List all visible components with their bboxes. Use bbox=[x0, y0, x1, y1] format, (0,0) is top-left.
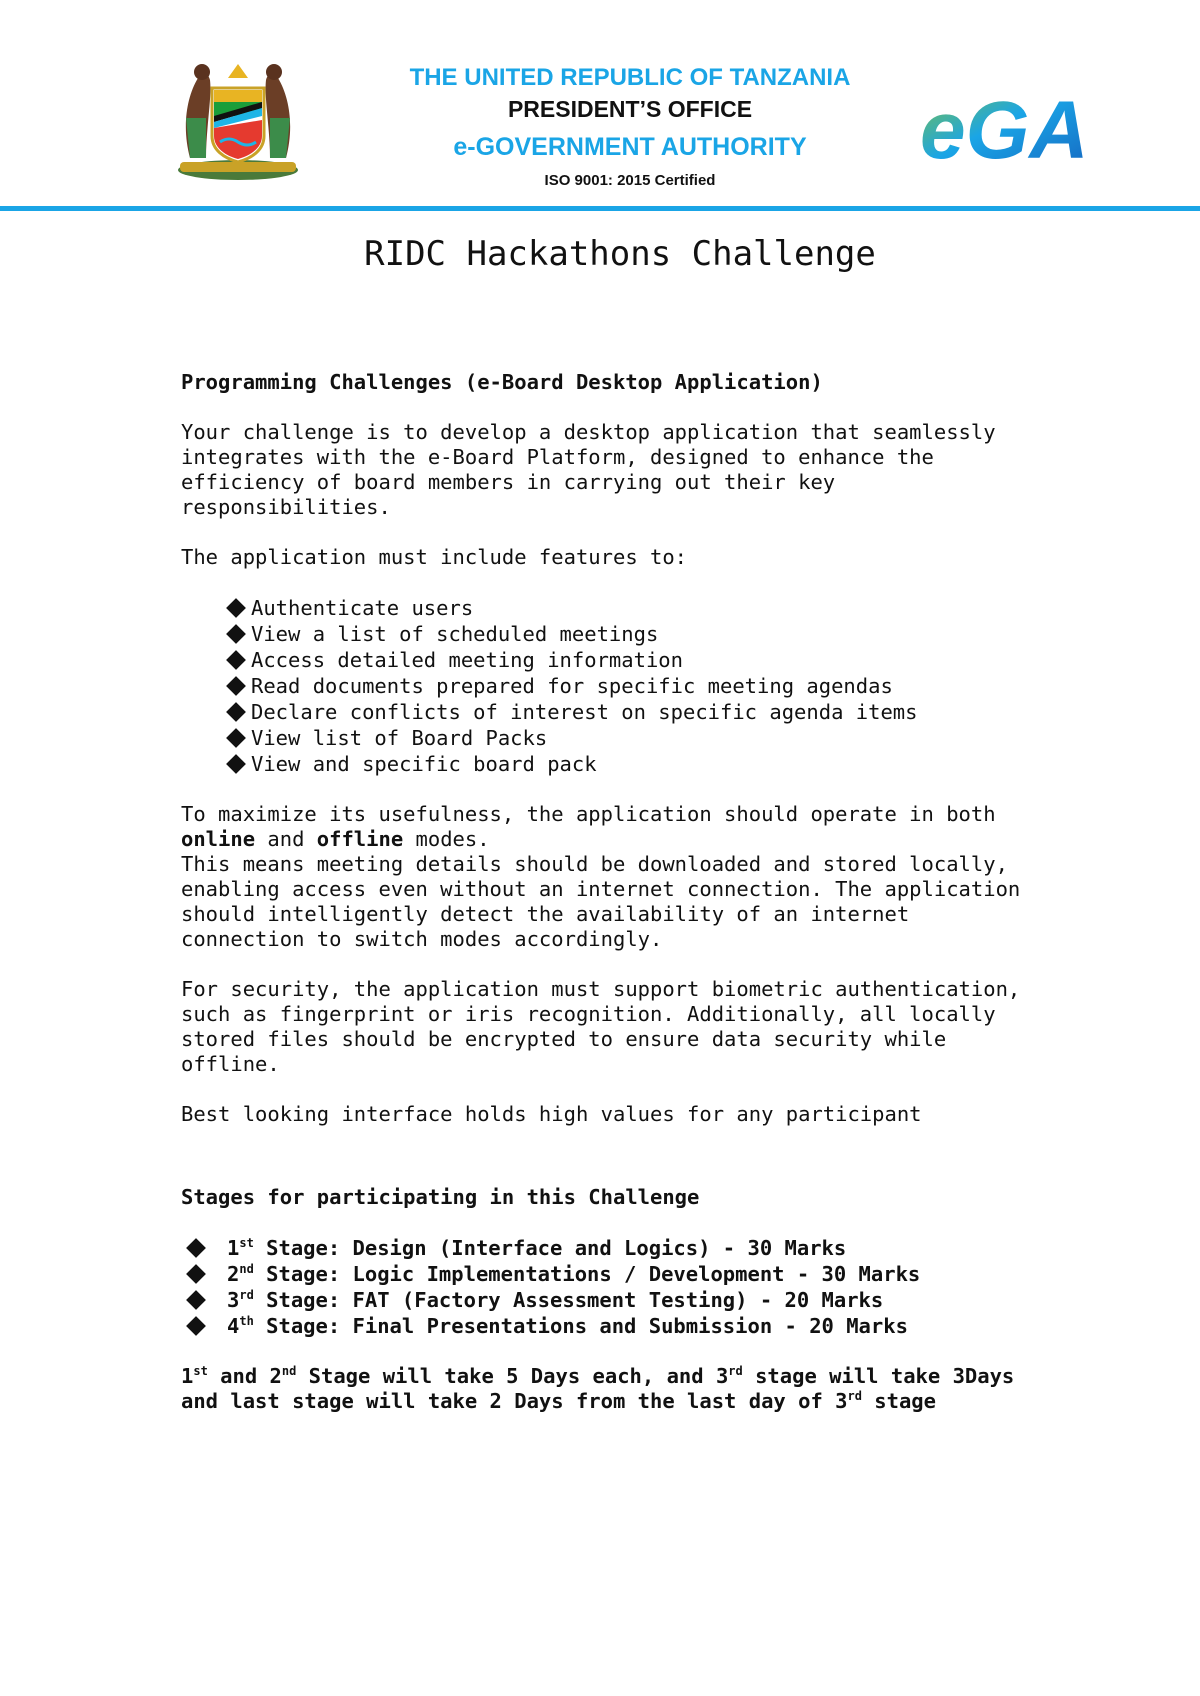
diamond-bullet-icon bbox=[186, 1264, 206, 1284]
ega-logo-text: eGA bbox=[920, 86, 1089, 172]
office-heading: PRESIDENT’S OFFICE bbox=[507, 96, 753, 122]
diamond-bullet-icon bbox=[186, 1290, 206, 1310]
republic-heading: THE UNITED REPUBLIC OF TANZANIA bbox=[409, 64, 851, 91]
list-item: View list of Board Packs bbox=[225, 725, 1061, 751]
list-item: 4th Stage: Final Presentations and Submission - 20 Marks bbox=[185, 1313, 1061, 1339]
features-intro: The application must include features to: bbox=[181, 545, 688, 569]
document-body bbox=[181, 370, 1061, 1414]
coat-of-arms-emblem bbox=[172, 58, 304, 184]
document-title: RIDC Hackathons Challenge bbox=[364, 234, 876, 274]
authority-heading: e-GOVERNMENT AUTHORITY bbox=[453, 133, 807, 161]
diamond-bullet-icon bbox=[186, 1238, 206, 1258]
diamond-bullet-icon bbox=[226, 754, 246, 774]
diamond-bullet-icon bbox=[226, 650, 246, 670]
programming-challenges-heading: Programming Challenges (e-Board Desktop Application) bbox=[181, 370, 823, 394]
list-item: Read documents prepared for specific meeting agendas bbox=[225, 673, 1061, 699]
feature-list bbox=[225, 595, 1061, 777]
list-item: 3rd Stage: FAT (Factory Assessment Testing) - 20 Marks bbox=[185, 1287, 1061, 1313]
list-item: 2nd Stage: Logic Implementations / Development - 30 Marks bbox=[185, 1261, 1061, 1287]
list-item: Access detailed meeting information bbox=[225, 647, 1061, 673]
list-item: View and specific board pack bbox=[225, 751, 1061, 777]
list-item: Authenticate users bbox=[225, 595, 1061, 621]
offline-keyword: offline bbox=[316, 827, 404, 851]
diamond-bullet-icon bbox=[226, 598, 246, 618]
list-item: Declare conflicts of interest on specific agenda items bbox=[225, 699, 1061, 725]
diamond-bullet-icon bbox=[186, 1316, 206, 1336]
interface-note: Best looking interface holds high values for any participant bbox=[181, 1102, 922, 1126]
diamond-bullet-icon bbox=[226, 728, 246, 748]
diamond-bullet-icon bbox=[226, 624, 246, 644]
letterhead bbox=[0, 0, 1200, 212]
list-item: View a list of scheduled meetings bbox=[225, 621, 1061, 647]
duration-note: 1st and 2nd Stage will take 5 Days each, and 3rd stage will take 3Days and last stage will take 2 Days from the last day of 3rd stage bbox=[181, 1364, 1015, 1413]
security-paragraph: For security, the application must support biometric authentication, such as fingerprint or iris recognition. Additionally, all locally stored files should be encrypted to ensure data security while offline. bbox=[181, 977, 1021, 1076]
iso-certification: ISO 9001: 2015 Certified bbox=[544, 172, 716, 189]
header-divider bbox=[0, 206, 1200, 211]
diamond-bullet-icon bbox=[226, 676, 246, 696]
intro-paragraph: Your challenge is to develop a desktop application that seamlessly integrates with the e-Board Platform, designed to enhance the efficiency of board members in carrying out their key responsibilities. bbox=[181, 420, 996, 519]
list-item: 1st Stage: Design (Interface and Logics) - 30 Marks bbox=[185, 1235, 1061, 1261]
modes-paragraph: To maximize its usefulness, the application should operate in both online and offline modes. This means meeting details should be downloaded and stored locally, enabling access even without an internet connection. The application should intelligently detect the availability of an internet connection to switch modes accordingly. bbox=[181, 802, 1021, 951]
diamond-bullet-icon bbox=[226, 702, 246, 722]
ega-logo bbox=[918, 86, 1108, 172]
online-keyword: online bbox=[181, 827, 256, 851]
stage-list bbox=[185, 1235, 1061, 1339]
stages-heading: Stages for participating in this Challenge bbox=[181, 1185, 700, 1209]
